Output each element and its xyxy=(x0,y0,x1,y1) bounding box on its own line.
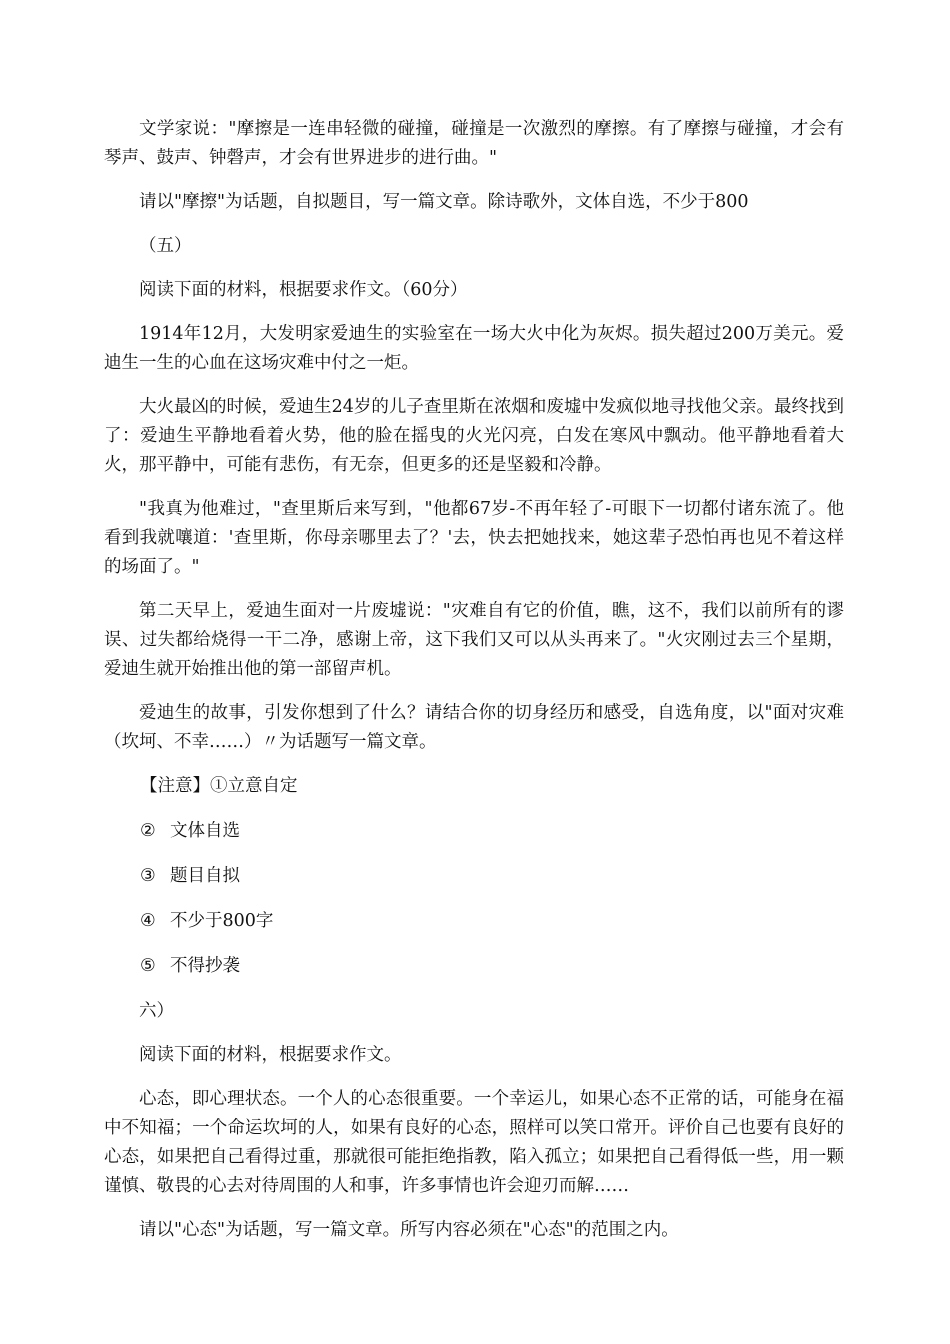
section5-paragraph-4: 第二天早上，爱迪生面对一片废墟说："灾难自有它的价值，瞧，这不，我们以前所有的谬误、过失都给烧得一干二净，感谢上帝，这下我们又可以从头再来了。"火灾刚过去三个星期，爱迪生就开始推出他的第一部留声机。 xyxy=(104,601,844,679)
note-item xyxy=(104,817,844,846)
note-marker: ② xyxy=(140,821,156,841)
note-text: 不得抄袭 xyxy=(170,956,240,976)
note-marker: ⑤ xyxy=(140,956,156,976)
note-text: 不少于800字 xyxy=(170,911,274,931)
section6-instruction: 阅读下面的材料，根据要求作文。 xyxy=(139,1045,402,1065)
note-marker: ③ xyxy=(140,866,156,886)
note-item xyxy=(104,862,844,891)
notes-label: 【注意】①立意自定 xyxy=(140,776,298,796)
note-item xyxy=(104,907,844,936)
section5-paragraph-5: 爱迪生的故事，引发你想到了什么？请结合你的切身经历和感受，自选角度，以"面对灾难（坎坷、不幸……）〃为话题写一篇文章。 xyxy=(104,703,844,752)
section5-paragraph-2: 大火最凶的时候，爱迪生24岁的儿子查里斯在浓烟和废墟中发疯似地寻找他父亲。最终找到了：爱迪生平静地看着火势，他的脸在摇曳的火光闪亮，白发在寒风中飘动。他平静地看着大火，那平静中，可能有悲伤，有无奈，但更多的还是坚毅和冷静。 xyxy=(104,397,844,475)
note-text: 文体自选 xyxy=(170,821,240,841)
section-heading-6: 六） xyxy=(139,1001,174,1021)
note-marker: ④ xyxy=(140,911,156,931)
quote-paragraph: 文学家说："摩擦是一连串轻微的碰撞，碰撞是一次激烈的摩擦。有了摩擦与碰撞，才会有琴声、鼓声、钟磬声，才会有世界进步的进行曲。" xyxy=(104,119,844,168)
note-text: 题目自拟 xyxy=(170,866,240,886)
section6-paragraph-1: 心态，即心理状态。一个人的心态很重要。一个幸运儿，如果心态不正常的话，可能身在福中不知福；一个命运坎坷的人，如果有良好的心态，照样可以笑口常开。评价自己也要有良好的心态，如果把自己看得过重，那就很可能拒绝指教，陷入孤立；如果把自己看得低一些，用一颗谨慎、敬畏的心去对待周围的人和事，许多事情也许会迎刃而解…… xyxy=(104,1089,844,1196)
section5-instruction: 阅读下面的材料，根据要求作文。（60分） xyxy=(139,280,468,300)
section5-paragraph-1: 1914年12月，大发明家爱迪生的实验室在一场大火中化为灰烬。损失超过200万美元。爱迪生一生的心血在这场灾难中付之一炬。 xyxy=(104,324,844,373)
prompt-paragraph: 请以"摩擦"为话题，自拟题目，写一篇文章。除诗歌外，文体自选，不少于800 xyxy=(139,192,749,212)
section5-paragraph-3: "我真为他难过，"查里斯后来写到，"他都67岁-不再年轻了-可眼下一切都付诸东流了。他看到我就嚷道：'查里斯，你母亲哪里去了？'去，快去把她找来，她这辈子恐怕再也见不着这样的场面了。" xyxy=(104,499,844,577)
note-item xyxy=(104,952,844,981)
section-heading-5: （五） xyxy=(139,236,192,256)
document-body xyxy=(104,115,844,1260)
section6-paragraph-2: 请以"心态"为话题，写一篇文章。所写内容必须在"心态"的范围之内。 xyxy=(139,1220,679,1240)
